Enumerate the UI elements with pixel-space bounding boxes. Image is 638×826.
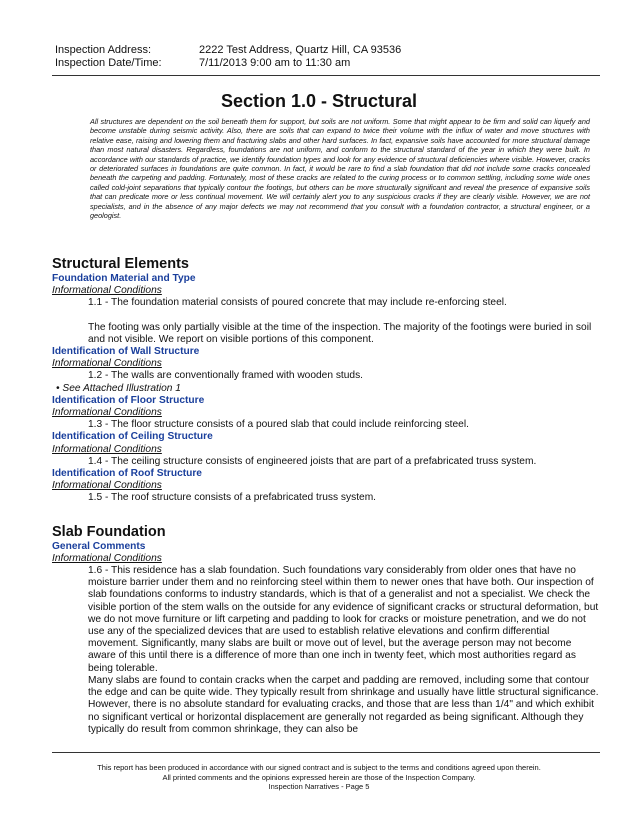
floor-item: 1.3 - The floor structure consists of a poured slab that could include reinforcing steel. [88,419,469,431]
general-comments-title: General Comments [52,540,146,552]
foundation-title: Foundation Material and Type [52,273,196,284]
date-row [55,57,401,70]
slab-paragraph-2: Many slabs are found to contain cracks when the carpet and padding are removed, including some that contour the edge and can be quite wide. They typically result from shrinkage and usually have little structural significance. However, there is no absolute standard for evaluating cracks, and those that are less than 1/4" and which exhibit no significant vertical or horizontal displacement are generally not regarded as being significant. Although they typically do result from common shrinkage, they can also be [88,674,599,735]
roof-title: Identification of Roof Structure [52,468,202,480]
intro-paragraph: All structures are dependent on the soil beneath them for support, but soils are not uniform. Some that might appear to be firm and solid can liquefy and become unstable during seismic activity. Also, there are soils that can expand to twice their volume with the influx of water and move structures with relative ease, raising and lowering them and fracturing slabs and other hard surfaces. In fact, expansive soils have accounted for more structural damage than most natural disasters. Regardless, foundations are not uniform, and conform to the structural standard of the year in which they were built. In accordance with our standards of practice, we identify foundation types and look for any evidence of structural deficiencies where visible. However, cracks or deteriorated surfaces in foundations are quite common. In fact, it would be rare to find a slab foundation that did not include some cracks concealed beneath the carpeting and padding. Fortunately, most of these cracks are related to the curing process or to common settling, including some wide ones called cold-joint separations that typically contour the footings, but others can be more structurally significant and reveal the presence of expansive soils that can predicate more or less continual movement. We will certainly alert you to any suspicious cracks if they are clearly visible. However, we are not specialists, and in the absence of any major defects we may not recommend that you consult with a foundation contractor, a structural engineer, or a geologist. [90,117,590,221]
footer-line-2: All printed comments and the opinions expressed herein are those of the Inspection Company. [162,772,476,782]
inspection-header [55,44,401,70]
slab-paragraph-1: 1.6 - This residence has a slab foundation. Such foundations vary considerably from older ones that have no moisture barrier under them and no reinforcing steel within them to newer ones that have both. Our inspection of slab foundations conforms to industry standards, which is that of a generalist and not a specialist. We check the visible portion of the stem walls on the outside for any evidence of significant cracks or structural deformation, but we do not move furniture or lift carpeting and padding to look for cracks or moisture penetration, and we do not use any of the specialized devices that are used to establish relative elevations and confirm differential movement. Significantly, many slabs are built or move out of level, but the average person may not become aware of this until there is a difference of more than one inch in twenty feet, which most authorities regard as being tolerable. [88,565,599,674]
floor-title: Identification of Floor Structure [52,394,205,406]
report-body [52,255,600,736]
foundation-conditions: Informational Conditions [52,285,162,297]
footer-divider [52,752,600,753]
ceiling-title: Identification of Ceiling Structure [52,431,213,443]
ceiling-item: 1.4 - The ceiling structure consists of engineered joists that are part of a prefabricated truss system. [88,455,537,467]
slab-conditions: Informational Conditions [52,552,162,564]
foundation-paragraph: The footing was only partially visible at the time of the inspection. The majority of the footings were buried in soil and not visible. We report on visible portions of this component. [88,321,592,345]
floor-conditions: Informational Conditions [52,407,162,419]
page-footer [0,763,638,792]
slab-foundation-heading: Slab Foundation [52,523,166,540]
date-value: 7/11/2013 9:00 am to 11:30 am [199,57,351,69]
address-row [55,44,401,57]
date-label: Inspection Date/Time: [55,57,162,69]
roof-conditions: Informational Conditions [52,480,162,492]
ceiling-conditions: Informational Conditions [52,443,162,455]
wall-conditions: Informational Conditions [52,358,162,370]
footer-page-label: Inspection Narratives - Page 5 [268,782,370,791]
address-value: 2222 Test Address, Quartz Hill, CA 93536 [199,44,402,56]
wall-item: 1.2 - The walls are conventionally framed with wooden studs. [88,370,364,382]
roof-item: 1.5 - The roof structure consists of a prefabricated truss system. [88,492,377,504]
foundation-item: 1.1 - The foundation material consists of poured concrete that may include re-enforcing steel. [88,297,507,309]
section-title: Section 1.0 - Structural [220,91,418,111]
illustration-note: • See Attached Illustration 1 [56,382,181,394]
address-label: Inspection Address: [55,44,152,56]
footer-line-1: This report has been produced in accordance with our signed contract and is subject to the terms and conditions agreed upon therein. [97,763,541,772]
header-divider [52,75,600,76]
wall-title: Identification of Wall Structure [52,346,200,358]
structural-elements-heading: Structural Elements [52,256,189,272]
